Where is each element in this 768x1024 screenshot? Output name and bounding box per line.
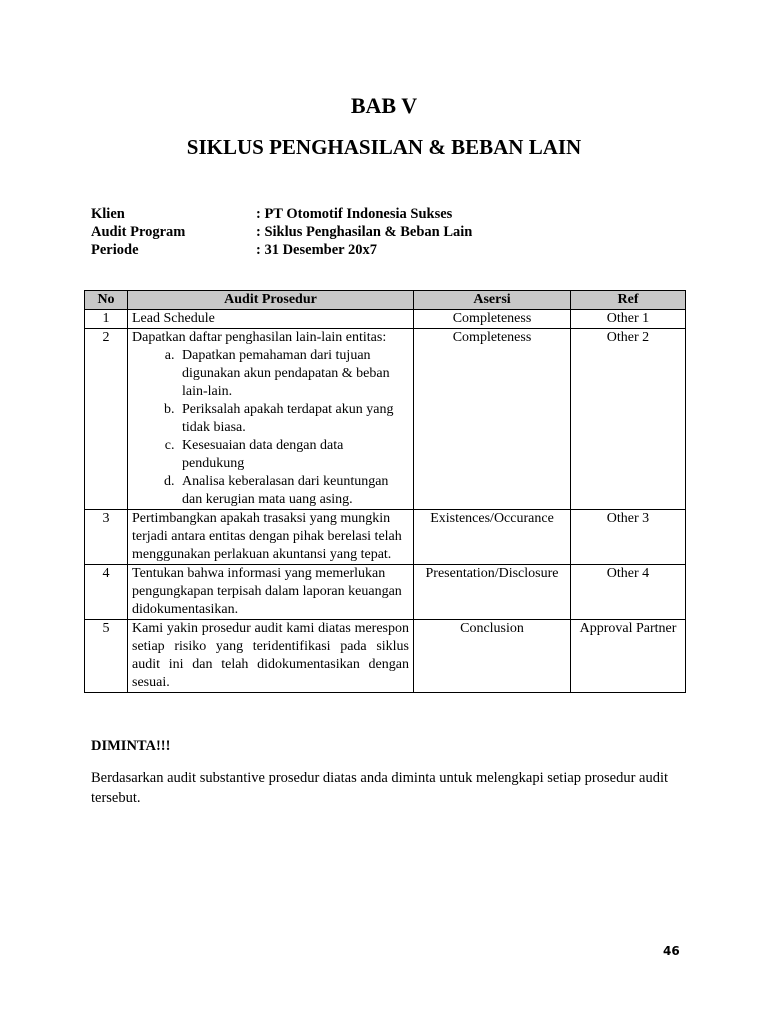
meta-label: Periode (91, 242, 139, 258)
sub-step: c. Kesesuaian data dengan data pendukung (178, 437, 409, 473)
procedure-cell (128, 329, 414, 510)
table-row (85, 310, 686, 329)
assertion-cell: Completeness (414, 310, 571, 329)
sub-step: b. Periksalah apakah terdapat akun yang tidak biasa. (178, 401, 409, 437)
meta-label: Klien (91, 206, 125, 222)
assertion-cell: Presentation/Disclosure (414, 565, 571, 620)
task-instructions: Berdasarkan audit substantive prosedur diatas anda diminta untuk melengkapi setiap prosedur audit tersebut. (91, 770, 669, 806)
row-number: 5 (85, 620, 128, 693)
sub-step: d. Analisa keberalasan dari keuntungan dan kerugian mata uang asing. (178, 473, 409, 509)
table-row (85, 620, 686, 693)
col-header-ref: Ref (571, 291, 686, 310)
program-info (91, 205, 472, 259)
meta-row-program (91, 223, 472, 241)
audit-procedure-table (84, 290, 686, 693)
meta-value: : PT Otomotif Indonesia Sukses (256, 206, 453, 222)
chapter-title: SIKLUS PENGHASILAN & BEBAN LAIN (186, 135, 582, 159)
ref-cell: Other 2 (571, 329, 686, 510)
col-header-assertion: Asersi (414, 291, 571, 310)
col-header-procedure: Audit Prosedur (128, 291, 414, 310)
chapter-heading: BAB V (350, 93, 418, 118)
procedure-cell: Pertimbangkan apakah trasaksi yang mungkin terjadi antara entitas dengan pihak berelasi telah menggunakan perlakuan akuntansi yang tepat. (128, 510, 414, 565)
sub-step: a. Dapatkan pemahaman dari tujuan digunakan akun pendapatan & beban lain-lain. (178, 347, 409, 401)
row-number: 3 (85, 510, 128, 565)
ref-cell: Other 4 (571, 565, 686, 620)
meta-label: Audit Program (91, 224, 186, 240)
ref-cell: Other 1 (571, 310, 686, 329)
assertion-cell: Existences/Occurance (414, 510, 571, 565)
row-number: 1 (85, 310, 128, 329)
row-number: 2 (85, 329, 128, 510)
table-header-row (85, 291, 686, 310)
meta-value: : Siklus Penghasilan & Beban Lain (256, 224, 473, 240)
meta-row-period (91, 241, 472, 259)
table-row (85, 329, 686, 510)
ref-cell: Other 3 (571, 510, 686, 565)
assertion-cell: Completeness (414, 329, 571, 510)
procedure-cell: Tentukan bahwa informasi yang memerlukan pengungkapan terpisah dalam laporan keuangan didokumentasikan. (128, 565, 414, 620)
table-row (85, 565, 686, 620)
procedure-sub-list (132, 347, 409, 509)
task-heading: DIMINTA!!! (91, 738, 171, 754)
procedure-intro: Dapatkan daftar penghasilan lain-lain entitas: (132, 330, 387, 345)
col-header-no: No (85, 291, 128, 310)
meta-row-client (91, 205, 472, 223)
ref-cell: Approval Partner (571, 620, 686, 693)
page-number: 46 (663, 944, 680, 958)
meta-value: : 31 Desember 20x7 (256, 242, 377, 258)
row-number: 4 (85, 565, 128, 620)
procedure-cell: Lead Schedule (128, 310, 414, 329)
table-row (85, 510, 686, 565)
procedure-cell: Kami yakin prosedur audit kami diatas merespon setiap risiko yang teridentifikasi pada siklus audit ini dan telah didokumentasikan dengan sesuai. (128, 620, 414, 693)
assertion-cell: Conclusion (414, 620, 571, 693)
